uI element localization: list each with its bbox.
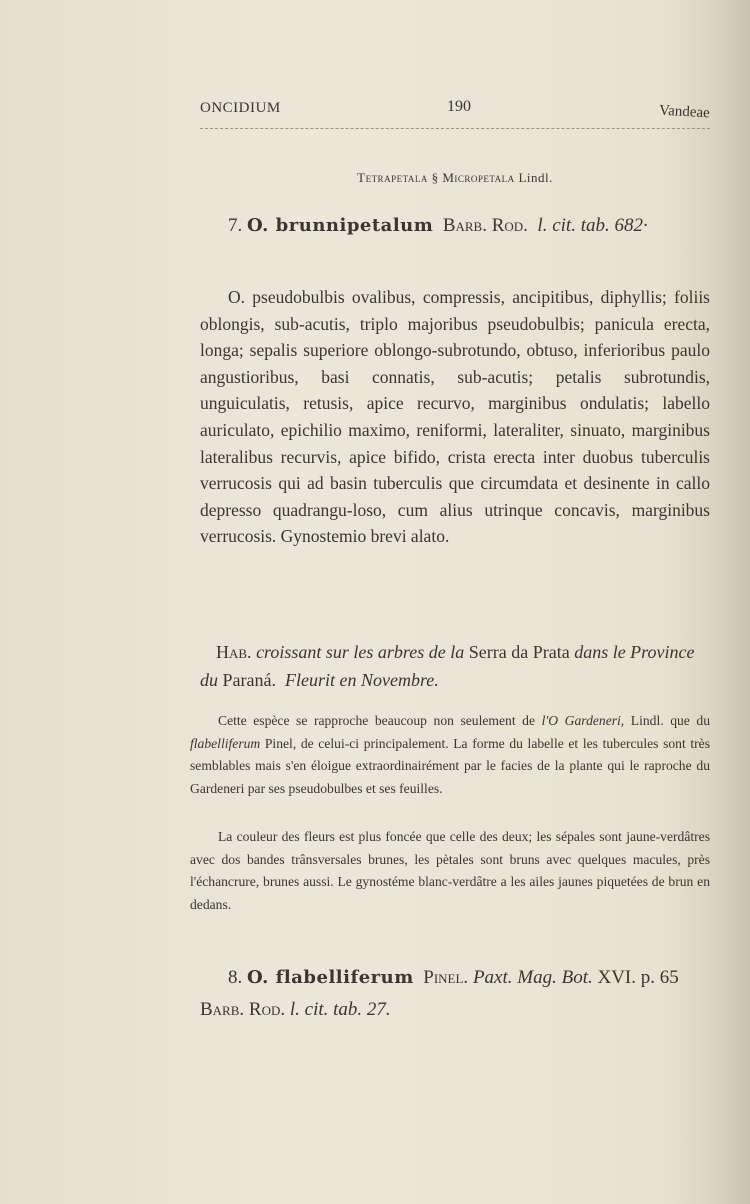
section-sign: § [431,170,439,185]
species-8-ref-1: Paxt. Mag. Bot. [472,967,593,988]
species-8-author: Pinel. [423,967,469,988]
species-7-reference: l. cit. tab. 682· [537,215,648,236]
note1-text-3: Pinel, de celui-ci principalement. La forme du labelle et les tubercules sont très semblables mais s'en éloigue extraordinairément par le facies de la plante qui le raproche du Gardeneri par ses pseudobulbes et ses feuilles. [190,735,710,796]
section-second: Micropetala [442,170,515,185]
header-genus: ONCIDIUM [200,100,281,116]
note1-gardeneri: l'O Gardeneri, [541,713,625,728]
species-8-ref-3: l. cit. tab. 27. [289,999,391,1020]
latin-description: O. pseudobulbis ovalibus, compressis, ancipitibus, diphyllis; foliis oblongis, sub-acutis, triplo majoribus pseudobulbis; panicula erecta, longa; sepalis superiore oblongo-subrotundo, obtuso, inferioribus paulo angustioribus, basi connatis, sub-acutis; petalis subrotundis, unguiculatis, retusis, apice recurvo, marginibus ondulatis; labello auriculato, epichilio maximo, reniformi, lateraliter, sinuato, marginibus lateralibus recurvis, apice bifido, crista erecta inter duobus tuberculis verrucosis qui ad basin tuberculis que circumdata et desinente in callo depresso quadrangu-loso, cum alius utrinque concavis, marginibus verrucosis. Gynostemio brevi alato. [200,287,710,547]
species-8-ref-2: XVI. p. 65 [597,967,679,988]
section-author: Lindl. [518,170,553,185]
habitat-paragraph [200,638,710,694]
habitat-text-1: croissant sur les arbres de la [256,642,465,662]
note1-text-2: Lindl. que du [630,713,710,728]
section-heading [200,170,710,186]
header-tribe: Vandeae [658,102,711,122]
habitat-label: Hab. [216,642,252,662]
running-header [200,98,710,128]
species-7-heading [200,212,710,240]
species-8-name: O. flabelliferum [247,967,414,988]
habitat-text-2: dans le Province du [200,642,695,690]
species-7-author: Barb. Rod. [442,215,528,236]
habitat-flowering: Fleurit en Novembre. [284,670,439,690]
species-8-heading [200,962,710,1026]
note1-text-1: Cette espèce se rapproche beaucoup non seulement de [218,713,536,728]
habitat-locality: Serra da Prata [468,642,570,662]
species-7-name: O. brunnipetalum [247,215,434,236]
species-7-number: 7. [228,215,243,236]
page-number: 190 [447,98,471,115]
habitat-province: Paraná. [222,670,276,690]
note-paragraph-1 [190,710,710,800]
species-8-author-2: Barb. Rod. [200,999,286,1020]
header-rule [200,128,710,129]
section-first: Tetrapetala [357,170,428,185]
species-8-number: 8. [228,967,243,988]
note1-flabelliferum: flabelliferum [190,735,261,751]
note-paragraph-2: La couleur des fleurs est plus foncée que celle des deux; les sépales sont jaune-verdâtres avec dos bandes trânsversales brunes, les pètales sont bruns avec quelques macules, près l'échancrure, brunes aussi. Le gynostéme blanc-verdâtre a les ailes jaunes piquetées de brun en dedans. [190,829,710,912]
